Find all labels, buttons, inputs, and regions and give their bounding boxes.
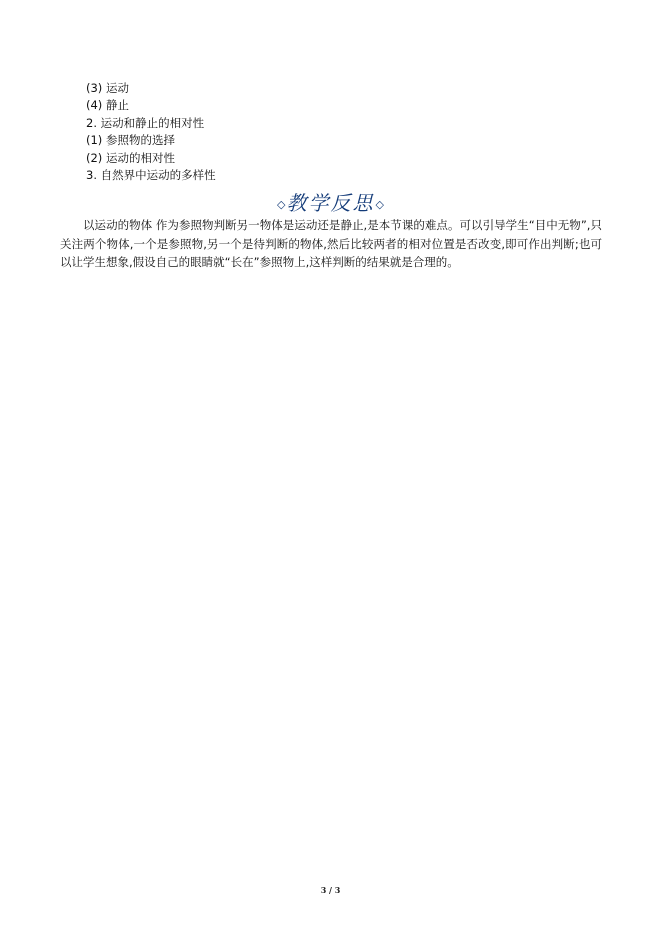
outline-item-reference-choice: (1) 参照物的选择 (86, 133, 175, 148)
reflection-paragraph: 以运动的物体 作为参照物判断另一物体是运动还是静止,是本节课的难点。可以引导学生“目中无物”,只关注两个物体,一个是参照物,另一个是待判断的物体,然后比较两者的相对位置是否改变,即可作出判断;也可以让学生想象,假设自己的眼睛就“长在”参照物上,这样判断的结果就是合理的。 (60, 218, 602, 270)
outline-item-relativity: 2. 运动和静止的相对性 (86, 115, 205, 130)
outline-item-relative-motion: (2) 运动的相对性 (86, 150, 175, 165)
outline-item-rest: (4) 静止 (86, 98, 129, 113)
diamond-right-icon: ◇ (375, 197, 384, 211)
outline-item-motion-diversity: 3. 自然界中运动的多样性 (86, 167, 216, 182)
section-title: 教学反思 (286, 190, 375, 215)
page-number: 3 / 3 (320, 885, 341, 895)
teaching-reflection-heading (0, 189, 661, 215)
lesson-outline (86, 80, 586, 184)
outline-item-motion: (3) 运动 (86, 81, 129, 95)
diamond-left-icon: ◇ (277, 197, 286, 211)
